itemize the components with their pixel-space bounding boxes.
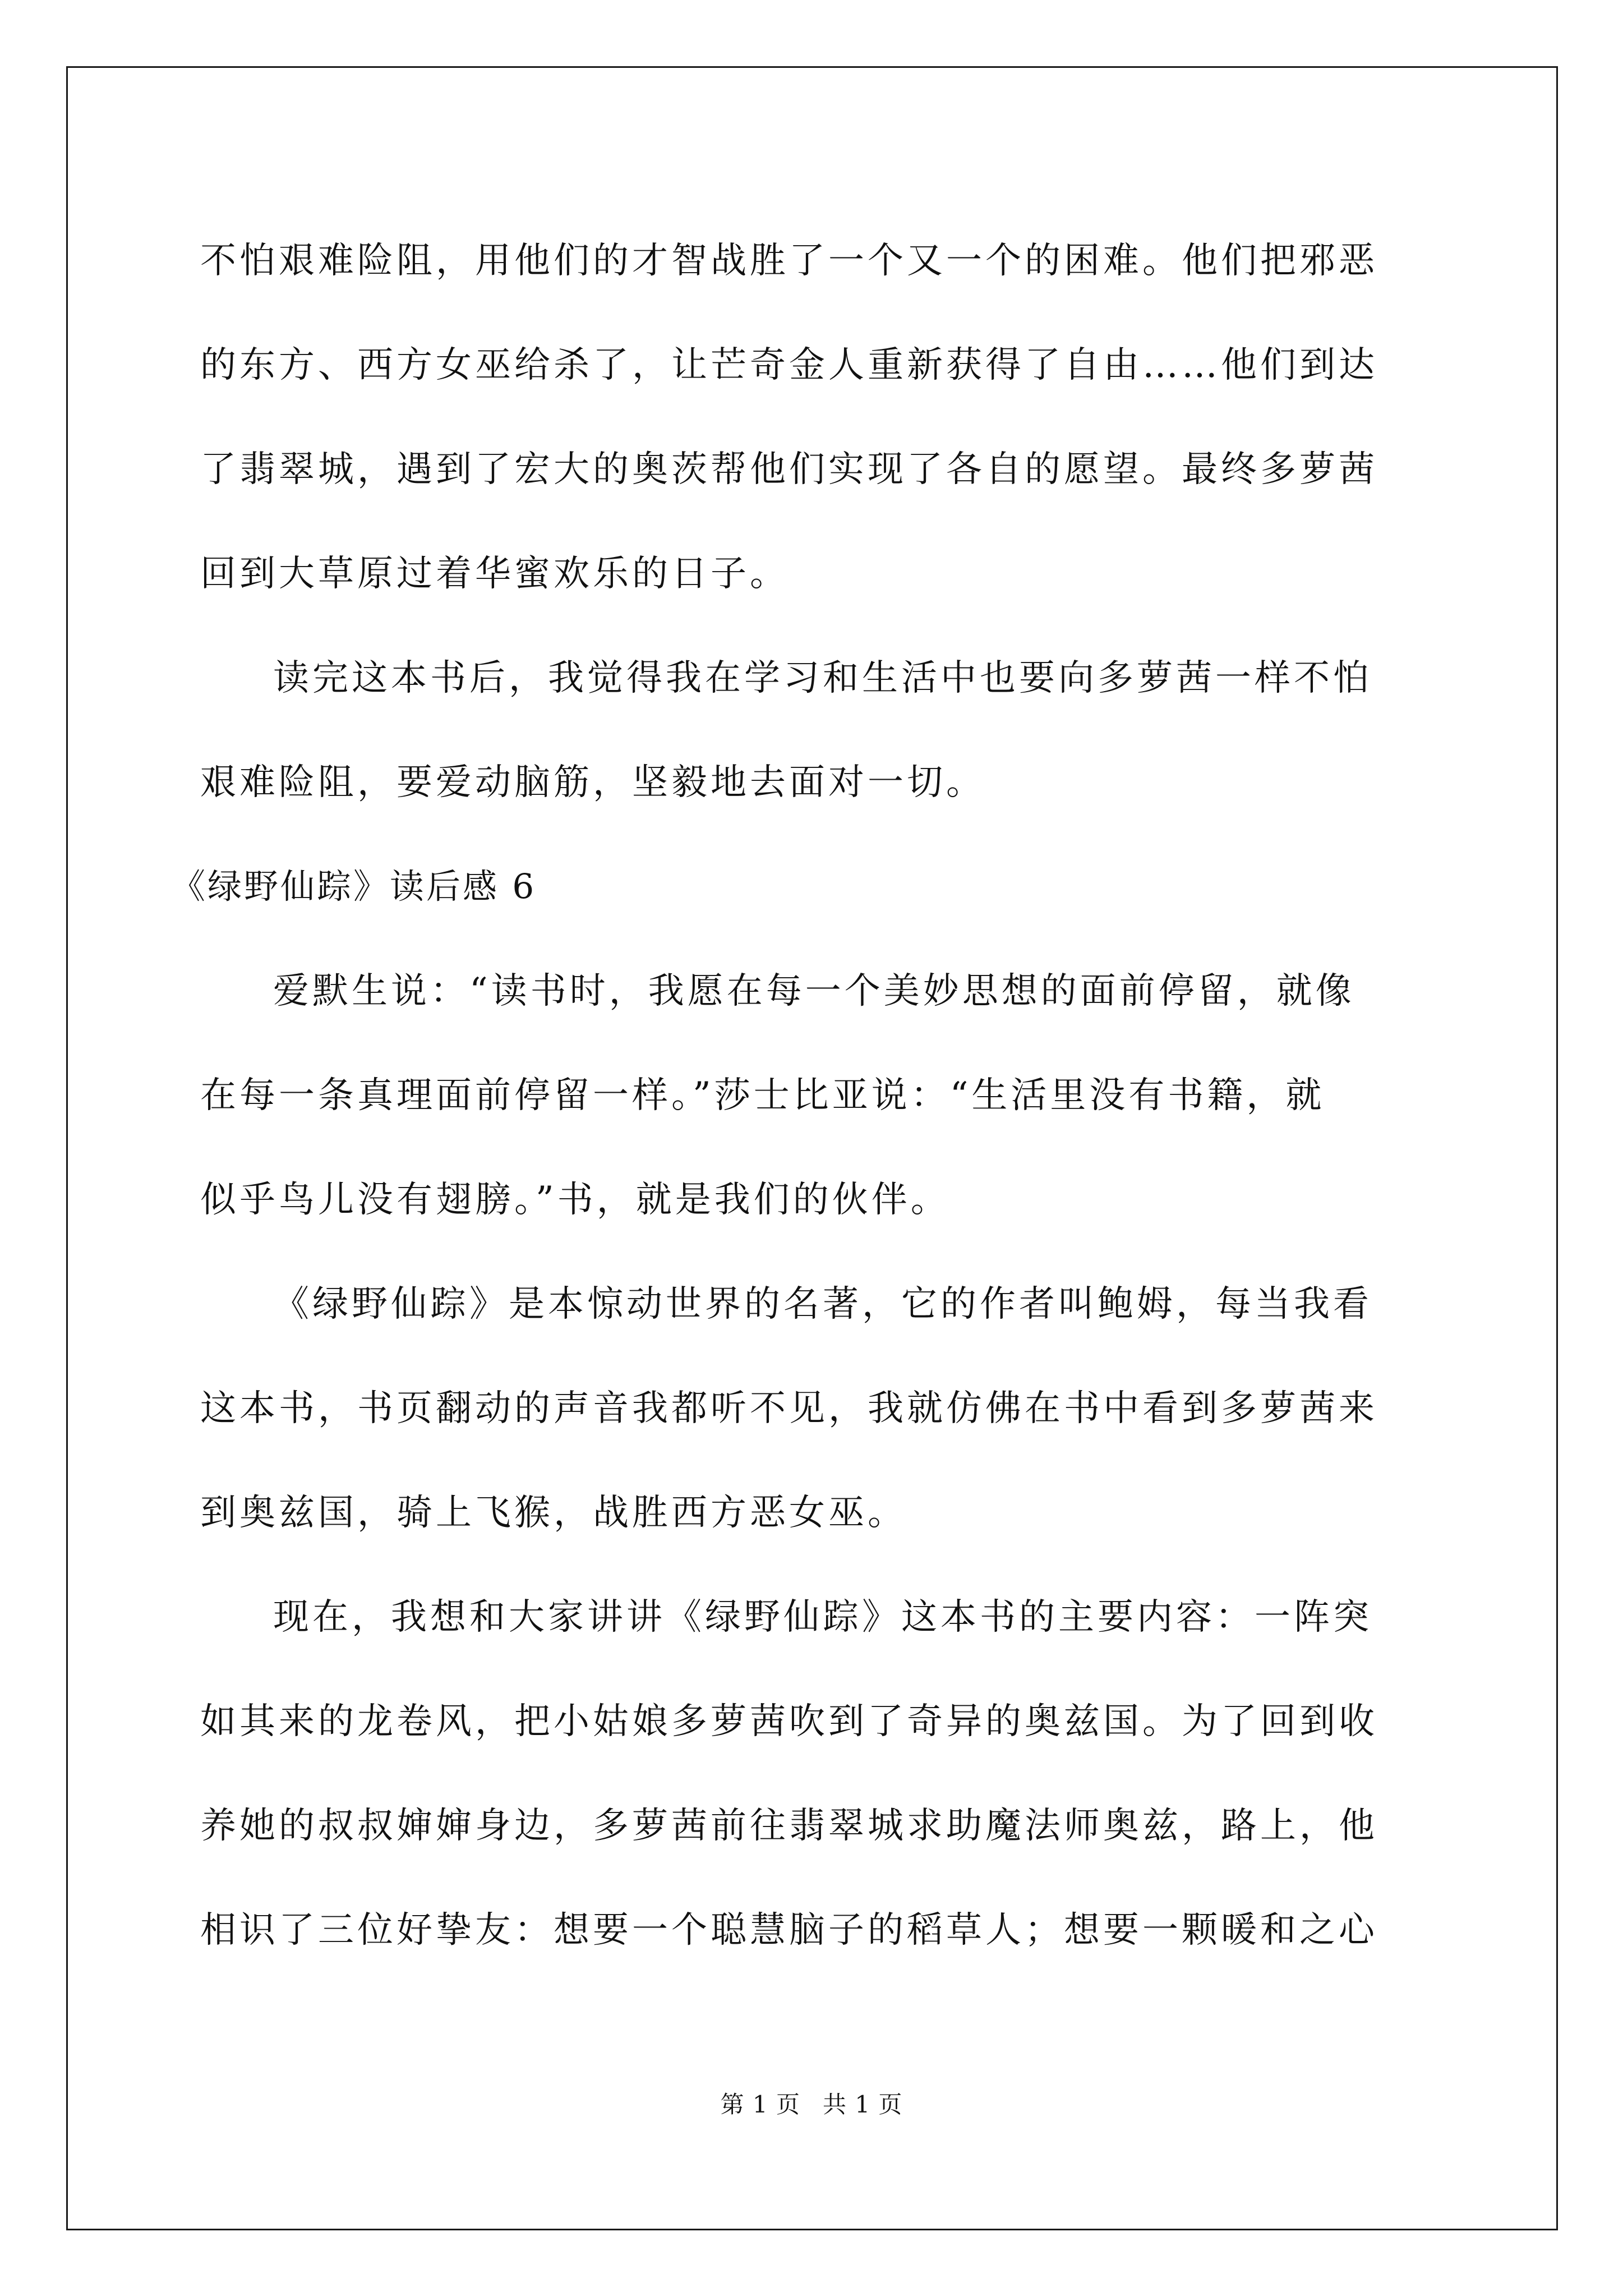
- paragraph-first-line: 爱默生说：“读书时，我愿在每一个美妙思想的面前停留，就像: [273, 970, 1355, 1012]
- text-line: 在每一条真理面前停留一样。”莎士比亚说：“生活里没有书籍，就: [200, 1075, 1325, 1116]
- text-line: 回到大草原过着华蜜欢乐的日子。: [200, 553, 789, 595]
- text-line: 不怕艰难险阻，用他们的才智战胜了一个又一个的困难。他们把邪恶: [200, 240, 1378, 282]
- paragraph-first-line: 《绿野仙踪》是本惊动世界的名著，它的作者叫鲍姆，每当我看: [273, 1283, 1372, 1325]
- paragraph-first-line: 读完这本书后，我觉得我在学习和生活中也要向多萝茜一样不怕: [273, 657, 1372, 699]
- text-line: 相识了三位好挚友：想要一个聪慧脑子的稻草人；想要一颗暖和之心: [200, 1910, 1378, 1951]
- page-number: 第 1 页: [720, 2091, 800, 2118]
- text-line: 的东方、西方女巫给杀了，让芒奇金人重新获得了自由……他们到达: [200, 344, 1378, 386]
- text-line: 这本书，书页翻动的声音我都听不见，我就仿佛在书中看到多萝茜来: [200, 1388, 1378, 1429]
- page-total: 共 1 页: [823, 2091, 903, 2118]
- section-heading: 《绿野仙踪》读后感 6: [171, 867, 537, 907]
- document-body: [171, 209, 1434, 1982]
- text-line: 如其来的龙卷风，把小姑娘多萝茜吹到了奇异的奥兹国。为了回到收: [200, 1701, 1378, 1742]
- text-line: 似乎鸟儿没有翅膀。”书，就是我们的伙伴。: [200, 1179, 950, 1221]
- text-line: 艰难险阻，要爱动脑筋，坚毅地去面对一切。: [200, 762, 985, 803]
- paragraph-first-line: 现在，我想和大家讲讲《绿野仙踪》这本书的主要内容：一阵突: [273, 1596, 1372, 1638]
- text-line: 了翡翠城，遇到了宏大的奥茨帮他们实现了各自的愿望。最终多萝茜: [200, 449, 1378, 490]
- text-line: 养她的叔叔婶婶身边，多萝茜前往翡翠城求助魔法师奥兹，路上，他: [200, 1805, 1378, 1847]
- page-footer: [0, 2088, 1623, 2122]
- text-line: 到奥兹国，骑上飞猴，战胜西方恶女巫。: [200, 1492, 907, 1534]
